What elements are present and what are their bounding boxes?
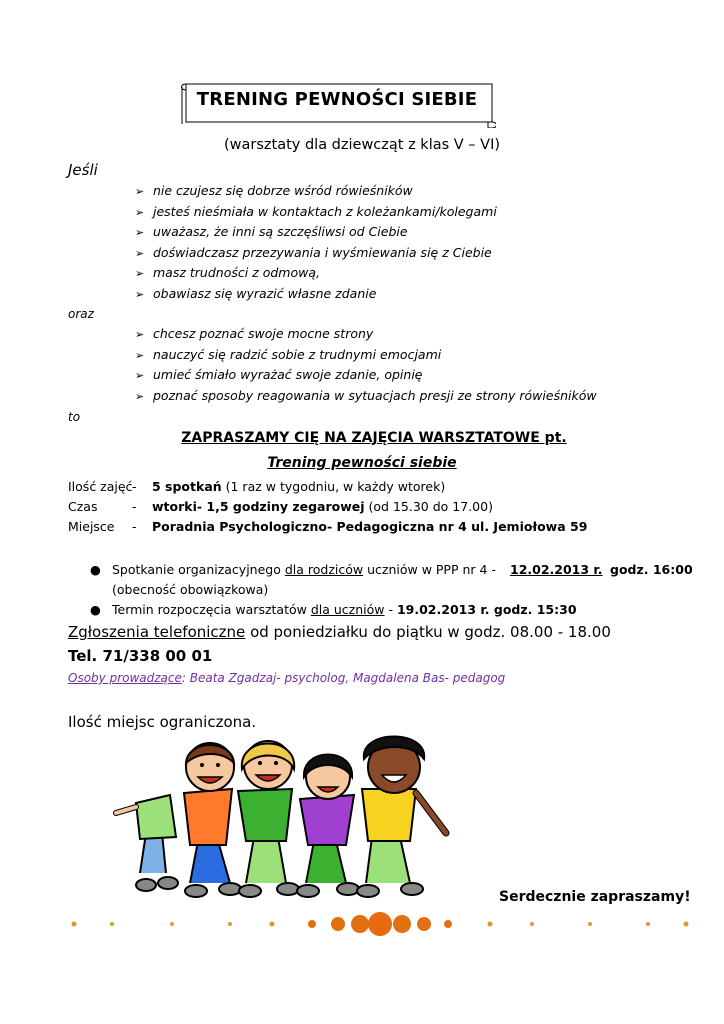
dot [331,917,345,931]
arrow-bullet-icon: ➢ [135,185,145,198]
dot [646,922,650,926]
dot [530,922,534,926]
arrow-bullet-icon: ➢ [135,369,145,383]
arrow-bullet-icon: ➢ [135,328,145,341]
title-banner [178,80,496,128]
list-item: ➢ poznać sposoby reagowania w sytuacjach presji ze strony rówieśników [135,387,597,403]
and-label: oraz [68,307,94,321]
children-clipart-icon [110,733,462,903]
detail-sessions: Ilość zajęć- 5 spotkań (1 raz w tygodniu, w każdy wtorek) [68,479,446,494]
list-item: ➢ obawiasz się wyrazić własne zdanie [135,285,377,301]
decorative-dots-icon [60,904,700,944]
attendance-note: (obecność obowiązkowa) [112,582,269,597]
list-item: ➢ masz trudności z odmową, [135,265,320,281]
list-item: ➢ chcesz poznać swoje mocne strony [135,326,374,341]
dot [351,915,369,933]
closing-message: Serdecznie zapraszamy! [499,889,691,905]
leaders: Osoby prowadzące: Beata Zgadzaj- psycholog, Magdalena Bas- pedagog [68,671,506,685]
parents-meeting-date: 12.02.2013 r. [510,562,603,577]
arrow-bullet-icon: ➢ [135,205,145,219]
then-label: to [68,410,81,424]
if-label: Jeśli [68,161,98,179]
child-figure [357,737,446,898]
arrow-bullet-icon: ➢ [135,246,145,260]
parents-meeting: ● Spotkanie organizacyjnego dla rodziców uczniów w PPP nr 4 - 12.02.2013 r. godz. 16:00 [90,562,693,577]
bullet-icon: ● [90,602,101,617]
arrow-bullet-icon: ➢ [135,348,145,362]
workshop-title: Trening pewności siebie [267,455,457,471]
dot [588,922,592,926]
dot [110,922,114,926]
child-figure [238,741,299,897]
detail-place: Miejsce - Poradnia Psychologiczno- Pedagogiczna nr 4 ul. Jemiołowa 59 [68,519,588,534]
phone-number: Tel. 71/338 00 01 [68,647,213,665]
list-item: ➢ uważasz, że inni są szczęśliwsi od Ciebie [135,224,408,240]
dot [488,922,493,927]
arrow-bullet-icon: ➢ [135,287,145,301]
list-item: ➢ umieć śmiało wyrażać swoje zdanie, opinię [135,367,423,383]
and-list [135,326,597,408]
child-figure [184,743,241,897]
if-list [135,183,497,307]
registration-info: Zgłoszenia telefoniczne od poniedziałku do piątku w godz. 08.00 - 18.00 [68,623,611,641]
students-start: ● Termin rozpoczęcia warsztatów dla uczniów - 19.02.2013 r. godz. 15:30 [90,602,577,617]
child-figure [116,795,178,891]
page-title: TRENING PEWNOŚCI SIEBIE [196,89,478,110]
dot [308,920,316,928]
dot [393,915,411,933]
arrow-bullet-icon: ➢ [135,389,145,403]
dot [417,917,431,931]
list-item: ➢ nauczyć się radzić sobie z trudnymi emocjami [135,346,442,362]
list-item: ➢ nie czujesz się dobrze wśród rówieśników [135,183,413,198]
list-item: ➢ doświadczasz przezywania i wyśmiewania się z Ciebie [135,244,492,260]
arrow-bullet-icon: ➢ [135,267,145,281]
dot [368,912,392,936]
list-item: ➢ jesteś nieśmiała w kontaktach z koleżankami/kolegami [135,203,497,219]
dot [684,922,689,927]
bullet-icon: ● [90,562,101,577]
child-figure [297,755,359,898]
subtitle: (warsztaty dla dziewcząt z klas V – VI) [223,137,501,153]
dot [228,922,232,926]
invitation-heading: ZAPRASZAMY CIĘ NA ZAJĘCIA WARSZTATOWE pt. [181,430,567,446]
dot [72,922,77,927]
detail-time: Czas - wtorki- 1,5 godziny zegarowej (od 15.30 do 17.00) [68,499,493,514]
dot [270,922,275,927]
arrow-bullet-icon: ➢ [135,226,145,240]
dot [170,922,174,926]
dot [444,920,452,928]
parents-meeting-time: godz. 16:00 [610,562,693,577]
limited-places: Ilość miejsc ograniczona. [68,713,257,731]
